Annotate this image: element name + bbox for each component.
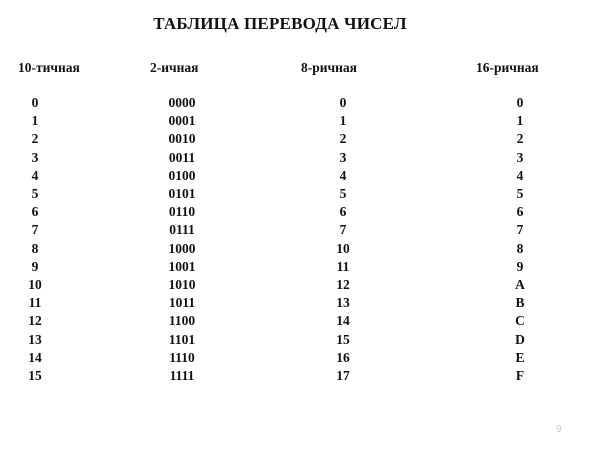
table-cell-binary: 0111 <box>169 222 195 238</box>
table-cell-binary: 0110 <box>168 204 196 220</box>
table-cell-binary: 1011 <box>168 295 196 311</box>
table-cell-hex: 3 <box>516 149 524 165</box>
table-cell-binary: 1110 <box>169 349 195 365</box>
table-cell-decimal: 1 <box>31 113 39 129</box>
table-cell-octal: 2 <box>339 131 347 147</box>
table-cell-hex: F <box>515 368 525 384</box>
column-cells-binary <box>162 94 202 385</box>
table-cell-decimal: 10 <box>28 277 42 293</box>
table-cell-octal: 15 <box>336 331 350 347</box>
table-cell-octal: 3 <box>339 149 347 165</box>
table-cell-decimal: 2 <box>31 131 39 147</box>
table-cell-binary: 1000 <box>168 240 196 256</box>
table-cell-hex: 4 <box>516 167 524 183</box>
table-cell-binary: 0010 <box>168 131 196 147</box>
table-cell-decimal: 13 <box>28 331 42 347</box>
column-header-decimal: 10-тичная <box>18 60 80 75</box>
table-cell-octal: 4 <box>339 167 347 183</box>
table-cell-decimal: 6 <box>31 204 39 220</box>
table-cell-octal: 7 <box>339 222 347 238</box>
table-cell-octal: 0 <box>339 95 347 110</box>
page-title: ТАБЛИЦА ПЕРЕВОДА ЧИСЕЛ <box>153 14 407 33</box>
table-cell-octal: 5 <box>339 186 347 202</box>
table-cell-decimal: 7 <box>31 222 39 238</box>
table-cell-decimal: 3 <box>31 149 39 165</box>
table-cell-binary: 0000 <box>168 95 196 110</box>
table-cell-decimal: 9 <box>31 258 39 274</box>
table-cell-octal: 13 <box>336 295 350 311</box>
table-cell-binary: 0100 <box>168 167 196 183</box>
table-cell-decimal: 5 <box>31 186 39 202</box>
table-cell-binary: 1101 <box>168 331 196 347</box>
table-cell-hex: 6 <box>516 204 524 220</box>
table-cell-hex: 8 <box>516 240 524 256</box>
table-cell-octal: 1 <box>339 113 347 129</box>
table-cell-octal: 14 <box>336 313 350 329</box>
table-cell-decimal: 12 <box>28 313 42 329</box>
table-cell-binary: 0011 <box>168 149 196 165</box>
table-cell-decimal: 8 <box>31 240 39 256</box>
column-header-hex: 16-ричная <box>476 60 539 75</box>
table-cell-octal: 12 <box>336 277 350 293</box>
table-cell-decimal: 0 <box>31 95 39 110</box>
table-cell-decimal: 11 <box>28 295 42 311</box>
table-cell-octal: 17 <box>336 368 350 384</box>
table-cell-hex: 2 <box>516 131 524 147</box>
table-cell-hex: 5 <box>516 186 524 202</box>
table-cell-octal: 10 <box>336 240 350 256</box>
table-cell-binary: 1010 <box>168 277 196 293</box>
column-cells-hex <box>505 94 535 385</box>
column-cells-octal <box>328 94 358 385</box>
table-cell-binary: 1001 <box>168 258 196 274</box>
table-cell-octal: 11 <box>336 258 350 274</box>
table-cell-hex: A <box>515 277 525 293</box>
table-cell-decimal: 14 <box>28 349 42 365</box>
table-cell-decimal: 15 <box>28 368 42 384</box>
table-cell-hex: C <box>515 313 525 329</box>
table-cell-hex: 0 <box>516 95 524 110</box>
table-cell-binary: 0101 <box>168 186 196 202</box>
column-header-octal: 8-ричная <box>301 60 357 75</box>
table-cell-hex: E <box>515 349 525 365</box>
table-cell-decimal: 4 <box>31 167 39 183</box>
column-cells-decimal <box>20 94 50 385</box>
table-cell-binary: 1111 <box>169 368 195 384</box>
column-header-binary: 2-ичная <box>150 60 199 75</box>
table-cell-hex: 7 <box>516 222 524 238</box>
table-cell-hex: 1 <box>516 113 524 129</box>
table-cell-binary: 1100 <box>168 313 196 329</box>
table-cell-octal: 6 <box>339 204 347 220</box>
table-cell-hex: 9 <box>516 258 524 274</box>
table-cell-hex: D <box>515 331 525 347</box>
table-cell-hex: B <box>515 295 525 311</box>
page-number: 9 <box>556 424 562 435</box>
table-cell-octal: 16 <box>336 349 350 365</box>
table-cell-binary: 0001 <box>168 113 196 129</box>
